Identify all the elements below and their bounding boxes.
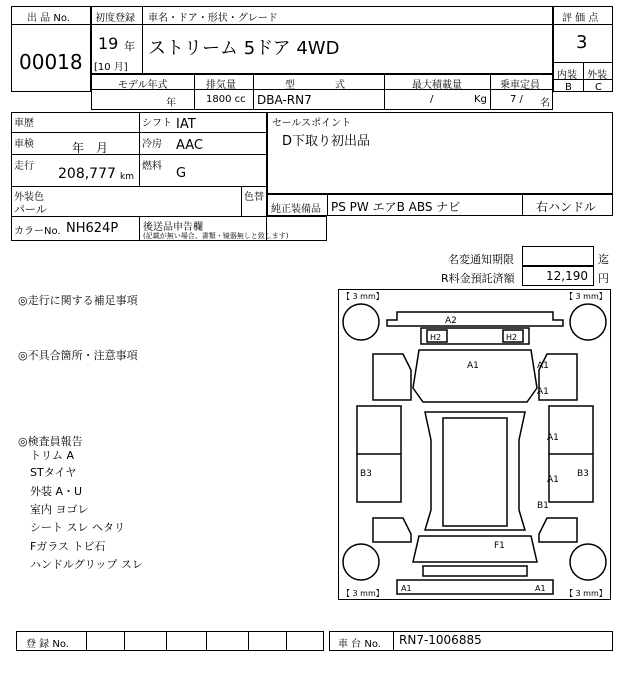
color-no-label: カラーNo.	[14, 226, 61, 237]
mark-right-rear-fender: B1	[537, 501, 549, 511]
first-reg-label: 初度登録	[95, 13, 135, 24]
tire-depth-top-left: 【 3 mm】	[342, 292, 384, 301]
capacity-value: 7 /	[510, 94, 523, 105]
car-diagram	[338, 289, 611, 600]
ac-value: AAC	[176, 138, 203, 153]
displacement-value: 1800 cc	[206, 94, 246, 105]
max-load-unit: Kg	[474, 94, 487, 105]
inspector-item: トリム A	[30, 449, 75, 462]
tire-depth-bottom-left: 【 3 mm】	[342, 589, 384, 598]
mark-left-rear: B3	[360, 469, 372, 479]
capacity-label: 乗車定員	[500, 80, 540, 91]
mark-right-rear: B3	[577, 469, 589, 479]
equipment-value: PS PW エアB ABS ナビ	[331, 200, 461, 214]
reg-year: 19	[98, 34, 119, 53]
exterior-grade: C	[595, 82, 602, 93]
exterior-color-value: パール	[14, 203, 47, 216]
inspection-label: 車検	[14, 139, 34, 150]
recycle-unit: 円	[598, 272, 609, 285]
mark-h2-right: H2	[506, 333, 518, 342]
recycle-amount: 12,190	[546, 269, 588, 283]
mark-rear-bumper-left: A1	[401, 584, 412, 593]
aftermarket-label: 後送品申告欄	[143, 222, 203, 233]
lot-divider	[11, 24, 91, 25]
lot-label: 出 品 No.	[27, 13, 70, 24]
sales-point-value: D下取り初出品	[282, 134, 371, 149]
score-label: 評 価 点	[562, 13, 599, 24]
exterior-color-label: 外装色	[14, 192, 44, 203]
interior-grade: B	[565, 82, 572, 93]
mark-rear-gate: F1	[494, 541, 505, 551]
inspector-item: ハンドルグリップ スレ	[30, 558, 143, 571]
recycle-label: R料金預託済額	[441, 272, 515, 285]
displacement-label: 排気量	[206, 80, 236, 91]
max-load-value: /	[430, 94, 434, 105]
mark-h2-left: H2	[430, 333, 442, 342]
equipment-label: 純正装備品	[271, 204, 321, 215]
color-no-value: NH624P	[66, 221, 119, 236]
score-value: 3	[576, 32, 588, 53]
mileage-unit: km	[120, 172, 134, 182]
inspector-item: 外装 A・U	[30, 485, 83, 498]
reg-no-label: 登 録 No.	[26, 639, 69, 650]
lot-number: 00018	[19, 50, 83, 74]
mark-right-front-fender-top: A1	[537, 361, 549, 371]
reg-year-unit: 年	[124, 40, 135, 53]
mark-hood: A1	[467, 361, 479, 371]
sales-point-label: セールスポイント	[272, 118, 352, 129]
ac-label: 冷房	[142, 139, 162, 150]
inspection-value: 年 月	[72, 141, 109, 155]
mark-rear-bumper-right: A1	[535, 584, 546, 593]
inspector-item: 室内 ヨゴレ	[30, 503, 89, 516]
tire-depth-top-right: 【 3 mm】	[565, 292, 607, 301]
shift-label: シフト	[142, 118, 172, 129]
inspector-item: Fガラス トビ石	[30, 540, 106, 553]
color-change-label: 色替	[244, 192, 264, 203]
history-label: 車歴	[14, 118, 34, 129]
model-year-label: モデル年式	[118, 80, 168, 91]
capacity-unit: 名	[540, 98, 550, 109]
driving-note-heading: ◎走行に関する補足事項	[18, 294, 138, 307]
mileage-label: 走行	[14, 161, 34, 172]
mark-right-front-fender-bottom: A1	[537, 387, 549, 397]
exterior-label: 外装	[587, 70, 607, 81]
mileage-value: 208,777	[58, 166, 116, 182]
model-label: 型 式	[285, 80, 345, 91]
car-info-label: 車名・ドア・形状・グレード	[148, 13, 278, 24]
mark-right-rear-door: A1	[547, 475, 559, 485]
name-change-label: 名変通知期限	[448, 253, 514, 266]
reg-month: [10 月]	[94, 62, 128, 73]
model-value: DBA-RN7	[257, 93, 312, 107]
handle-value: 右ハンドル	[536, 200, 597, 214]
wheel-rear-right	[570, 544, 606, 580]
model-year-unit: 年	[166, 98, 176, 109]
fuel-label: 燃料	[142, 161, 162, 172]
name-change-box	[522, 246, 594, 266]
aftermarket-note: (記載が無い場合、書類・镜器無しと致します)	[143, 232, 289, 240]
chassis-number: RN7-1006885	[399, 633, 482, 647]
chassis-label: 車 台 No.	[338, 639, 381, 650]
name-change-unit: 迄	[598, 253, 609, 266]
mark-right-front-door: A1	[547, 433, 559, 443]
shift-value: IAT	[176, 117, 196, 132]
max-load-label: 最大積載量	[412, 80, 462, 91]
wheel-front-right	[570, 304, 606, 340]
wheel-front-left	[343, 304, 379, 340]
inspector-item: STタイヤ	[30, 466, 77, 479]
wheel-rear-left	[343, 544, 379, 580]
inspector-heading: ◎検査員報告	[18, 435, 83, 448]
car-diagram-drawing	[339, 290, 610, 599]
fuel-value: G	[176, 166, 187, 181]
inspector-item: シート スレ ヘタリ	[30, 521, 125, 534]
interior-label: 内装	[557, 70, 577, 81]
car-name: ストリーム 5ドア 4WD	[148, 38, 340, 59]
defects-note-heading: ◎不具合箇所・注意事項	[18, 349, 138, 362]
tire-depth-bottom-right: 【 3 mm】	[565, 589, 607, 598]
mark-roof: A2	[445, 316, 457, 326]
